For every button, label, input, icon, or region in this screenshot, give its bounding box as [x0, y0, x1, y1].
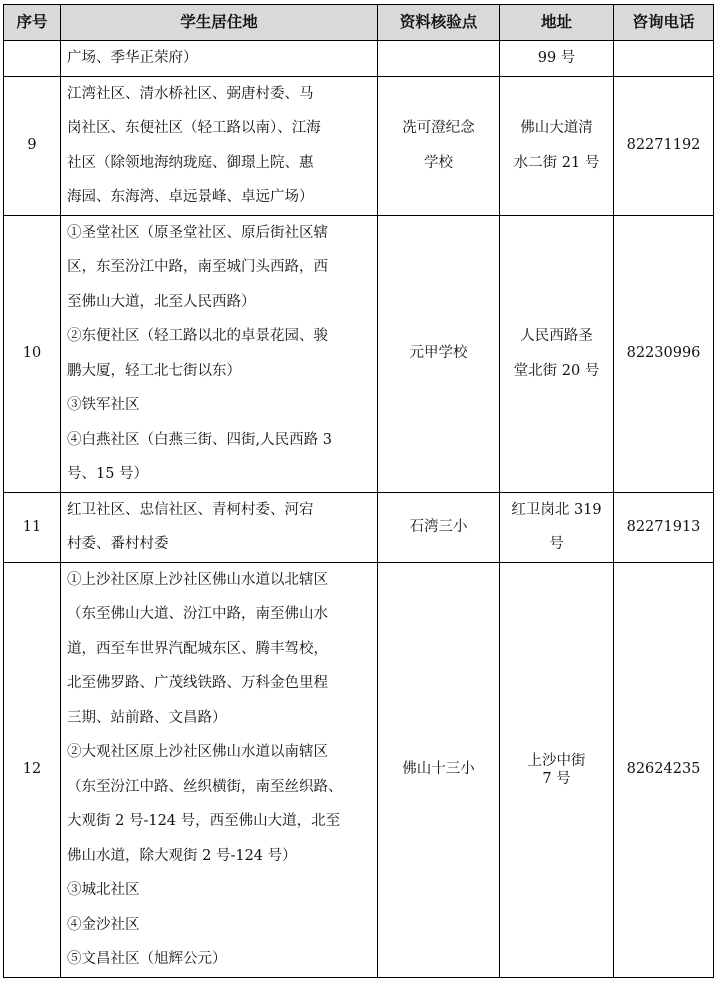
residence-line: 三期、站前路、文昌路）: [67, 709, 227, 726]
residence-line: 广场、季华正荣府）: [67, 50, 198, 66]
residence-line: 海园、东海湾、卓远景峰、卓远广场）: [67, 189, 314, 205]
address-line: 7 号: [542, 770, 571, 787]
address-line: 人民西路圣: [520, 328, 593, 344]
residence-line: 村委、番村村委: [67, 536, 169, 552]
table-row: [4, 215, 714, 492]
address-line: 佛山大道清: [520, 120, 593, 136]
enrollment-table: [3, 4, 714, 978]
table-row: [4, 562, 714, 977]
residence-line: 大观街 2 号-124 号，西至佛山大道，北至: [67, 813, 341, 829]
table-row: [4, 41, 714, 77]
row-no: 12: [4, 562, 61, 977]
address-line: 号: [549, 536, 564, 552]
table-row: [4, 76, 714, 215]
address-line: 堂北街 20 号: [513, 362, 600, 379]
header-address: 地址: [500, 5, 614, 41]
site-line: 元甲学校: [409, 345, 468, 362]
row-phone: [614, 41, 714, 77]
residence-line: ③城北社区: [67, 882, 140, 898]
site-line: 学校: [424, 154, 453, 171]
row-no: 10: [4, 215, 61, 492]
row-residence: [61, 76, 378, 215]
row-address: [500, 492, 614, 562]
residence-line: 佛山水道，除大观街 2 号-124 号）: [67, 847, 297, 864]
residence-line: ④金沙社区: [67, 916, 140, 933]
residence-line: （东至佛山大道、汾江中路，南至佛山水: [67, 606, 328, 622]
residence-line: ⑤文昌社区（旭辉公元）: [67, 951, 227, 967]
residence-line: 鹏大厦，轻工北七街以东）: [67, 362, 241, 379]
row-no: [4, 41, 61, 77]
row-address: [500, 215, 614, 492]
table-header-row: [4, 5, 714, 41]
row-no: 11: [4, 492, 61, 562]
row-residence: [61, 492, 378, 562]
row-address: [500, 76, 614, 215]
row-phone: 82271192: [614, 76, 714, 215]
residence-line: ①上沙社区原上沙社区佛山水道以北辖区: [67, 571, 328, 588]
residence-line: 岗社区、东便社区（轻工路以南）、江海: [67, 120, 321, 136]
row-phone: 82230996: [614, 215, 714, 492]
header-residence: 学生居住地: [61, 5, 378, 41]
residence-line: 江湾社区、清水桥社区、弼唐村委、马: [67, 85, 314, 102]
residence-line: 北至佛罗路、广茂线铁路、万科金色里程: [67, 675, 328, 691]
residence-line: （东至汾江中路、丝织横街，南至丝织路、: [67, 778, 343, 795]
residence-line: 区，东至汾江中路，南至城门头西路，西: [67, 259, 328, 275]
residence-line: ③铁军社区: [67, 397, 140, 413]
row-address: [500, 562, 614, 977]
site-line: 佛山十三小: [402, 761, 475, 778]
residence-line: ②东便社区（轻工路以北的卓景花园、骏: [67, 328, 328, 344]
row-residence: [61, 215, 378, 492]
site-line: 石湾三小: [409, 518, 468, 535]
row-site: [378, 492, 500, 562]
row-site: [378, 41, 500, 77]
row-phone: 82271913: [614, 492, 714, 562]
residence-line: 道，西至车世界汽配城东区、腾丰驾校，: [67, 640, 328, 657]
header-site: 资料核验点: [378, 5, 500, 41]
address-line: 红卫岗北 319: [511, 501, 602, 518]
row-address: [500, 41, 614, 77]
row-site: [378, 562, 500, 977]
address-line: 上沙中街: [527, 752, 586, 769]
residence-line: ④白燕社区（白燕三街、四街,人民西路 3: [67, 431, 332, 448]
table-row: [4, 492, 714, 562]
row-site: [378, 215, 500, 492]
row-site: [378, 76, 500, 215]
row-residence: [61, 562, 378, 977]
row-no: 9: [4, 76, 61, 215]
residence-line: 社区（除领地海纳珑庭、御璟上院、惠: [67, 154, 314, 171]
row-phone: 82624235: [614, 562, 714, 977]
document-page: [3, 4, 713, 978]
address-line: 水二街 21 号: [513, 154, 600, 171]
residence-line: ②大观社区原上沙社区佛山水道以南辖区: [67, 744, 328, 760]
header-no: 序号: [4, 5, 61, 41]
residence-line: ①圣堂社区（原圣堂社区、原后街社区辖: [67, 224, 328, 241]
residence-line: 红卫社区、忠信社区、青柯村委、河宕: [67, 501, 314, 518]
address-line: 99 号: [537, 50, 576, 66]
residence-line: 号、15 号）: [67, 466, 149, 482]
site-line: 冼可澄纪念: [402, 120, 475, 136]
header-phone: 咨询电话: [614, 5, 714, 41]
residence-line: 至佛山大道，北至人民西路）: [67, 293, 256, 310]
row-residence: [61, 41, 378, 77]
